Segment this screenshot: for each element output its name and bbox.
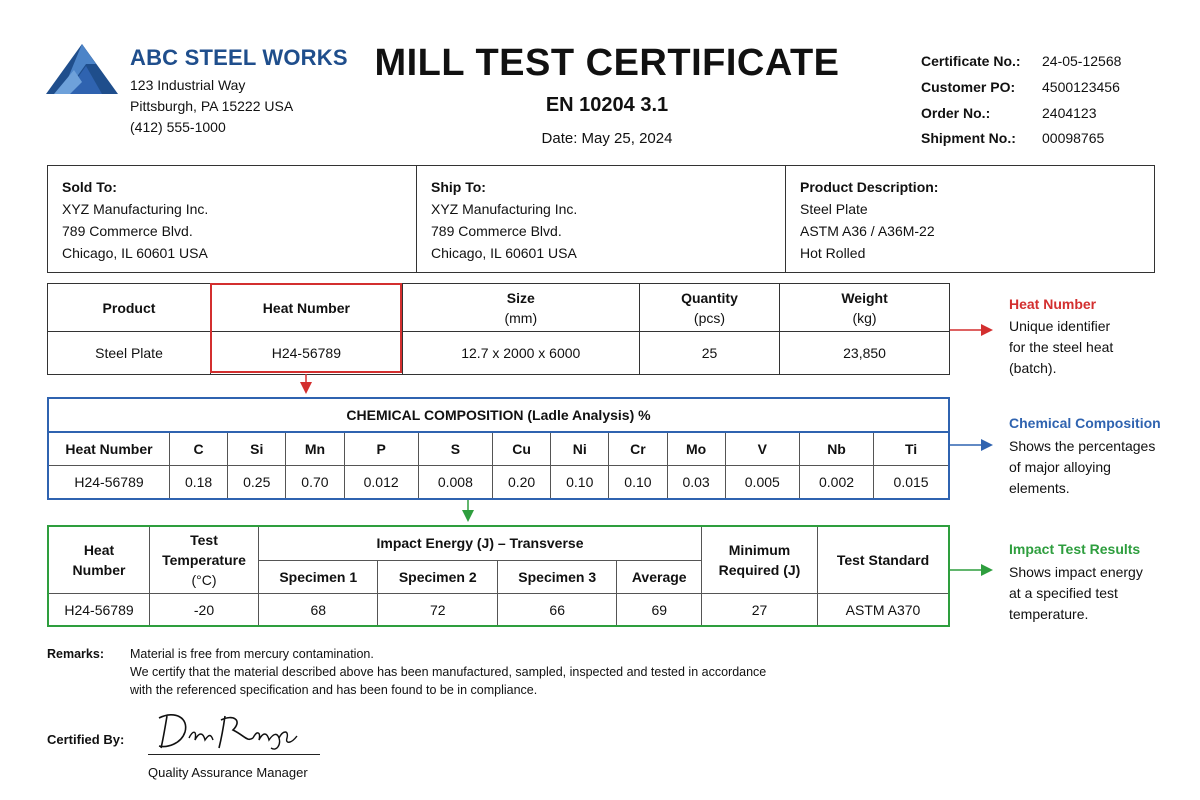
table-cell: 0.70: [286, 466, 344, 500]
column-header: Quantity (pcs): [639, 284, 779, 332]
table-cell: 66: [497, 594, 616, 627]
table-cell: 25: [639, 332, 779, 375]
table-cell: 69: [617, 594, 702, 627]
table-cell: ASTM A370: [818, 594, 950, 627]
product-description-line: Steel Plate: [800, 201, 868, 217]
table-cell: 0.18: [170, 466, 228, 500]
handwritten-signature-icon: [155, 708, 305, 754]
table-cell: 0.012: [344, 466, 418, 500]
meta-certificate-no: Certificate No.: 24-05-12568: [921, 53, 1122, 69]
certified-by-label: Certified By:: [47, 732, 125, 747]
certificate-date: Date: May 25, 2024: [541, 130, 673, 147]
column-header: Test Temperature (°C): [150, 526, 259, 594]
remarks-text: Material is free from mercury contamination. We certify that the material described above has been manufactured, sampled, inspected and tested in accordance with the referenced specification and has been found to be in compliance.: [130, 647, 767, 697]
chemical-caption: CHEMICAL COMPOSITION (Ladle Analysis) %: [48, 398, 949, 432]
column-header: Ni: [551, 432, 609, 466]
column-header: Ti: [874, 432, 949, 466]
sold-to-line: XYZ Manufacturing Inc.: [62, 201, 209, 217]
meta-order-no: Order No.: 2404123: [921, 105, 1097, 121]
signature-line: [148, 754, 320, 755]
column-header: Heat Number: [48, 432, 170, 466]
meta-shipment-no: Shipment No.: 00098765: [921, 130, 1105, 146]
company-name: ABC STEEL WORKS: [130, 45, 348, 70]
column-header: V: [725, 432, 799, 466]
column-header: S: [418, 432, 492, 466]
column-header: Nb: [799, 432, 873, 466]
table-cell: 0.005: [725, 466, 799, 500]
table-cell: 0.015: [874, 466, 949, 500]
column-header: Mo: [667, 432, 725, 466]
table-cell: -20: [150, 594, 259, 627]
column-header: Specimen 3: [497, 560, 616, 594]
signatory-title: Quality Assurance Manager: [148, 765, 308, 780]
ship-to-line: Chicago, IL 60601 USA: [431, 245, 577, 261]
table-cell: 0.25: [228, 466, 286, 500]
table-cell: 0.03: [667, 466, 725, 500]
sold-to-line: Chicago, IL 60601 USA: [62, 245, 208, 261]
column-header: Weight (kg): [780, 284, 950, 332]
column-header: Average: [617, 560, 702, 594]
table-cell: H24-56789: [211, 332, 403, 375]
table-cell: H24-56789: [48, 466, 170, 500]
table-cell: 12.7 x 2000 x 6000: [402, 332, 639, 375]
ship-to-line: 789 Commerce Blvd.: [431, 223, 562, 239]
sold-to-line: 789 Commerce Blvd.: [62, 223, 193, 239]
product-description-line: Hot Rolled: [800, 245, 866, 261]
column-header: Specimen 2: [378, 560, 497, 594]
note-chemical-title: Chemical Composition: [1009, 415, 1161, 431]
product-description-heading: Product Description:: [800, 179, 939, 195]
table-cell: 68: [259, 594, 378, 627]
column-header: Si: [228, 432, 286, 466]
table-cell: 23,850: [780, 332, 950, 375]
column-header: Cu: [492, 432, 550, 466]
remarks-label: Remarks:: [47, 647, 104, 661]
meta-customer-po: Customer PO: 4500123456: [921, 79, 1120, 95]
note-chemical-body: Shows the percentages of major alloying elements.: [1009, 438, 1156, 496]
table-cell: 0.10: [551, 466, 609, 500]
ship-to-line: XYZ Manufacturing Inc.: [431, 201, 578, 217]
company-address-line2: Pittsburgh, PA 15222 USA: [130, 98, 294, 114]
note-impact-title: Impact Test Results: [1009, 541, 1141, 557]
document-title: MILL TEST CERTIFICATE: [374, 42, 840, 84]
table-cell: Steel Plate: [48, 332, 211, 375]
column-header: C: [170, 432, 228, 466]
column-header: Heat Number: [211, 284, 403, 332]
note-impact-body: Shows impact energy at a specified test temperature.: [1009, 564, 1143, 622]
note-heat-title: Heat Number: [1009, 296, 1097, 312]
column-header: Size (mm): [402, 284, 639, 332]
sold-to-heading: Sold To:: [62, 179, 117, 195]
column-header: Heat Number: [48, 526, 150, 594]
column-header: Mn: [286, 432, 344, 466]
table-cell: 72: [378, 594, 497, 627]
table-cell: 0.002: [799, 466, 873, 500]
product-description-line: ASTM A36 / A36M-22: [800, 223, 935, 239]
company-address-line1: 123 Industrial Way: [130, 77, 246, 93]
column-header: Test Standard: [818, 526, 950, 594]
column-header: Cr: [609, 432, 667, 466]
note-heat-body: Unique identifier for the steel heat (batch).: [1009, 318, 1114, 376]
standard-label: EN 10204 3.1: [545, 94, 669, 116]
table-cell: 27: [702, 594, 818, 627]
column-header: Minimum Required (J): [702, 526, 818, 594]
column-header: Impact Energy (J) – Transverse: [259, 526, 702, 560]
ship-to-heading: Ship To:: [431, 179, 486, 195]
company-phone: (412) 555-1000: [130, 119, 226, 135]
table-cell: 0.008: [418, 466, 492, 500]
table-cell: 0.20: [492, 466, 550, 500]
table-cell: H24-56789: [48, 594, 150, 627]
column-header: Product: [48, 284, 211, 332]
column-header: P: [344, 432, 418, 466]
column-header: Specimen 1: [259, 560, 378, 594]
table-cell: 0.10: [609, 466, 667, 500]
